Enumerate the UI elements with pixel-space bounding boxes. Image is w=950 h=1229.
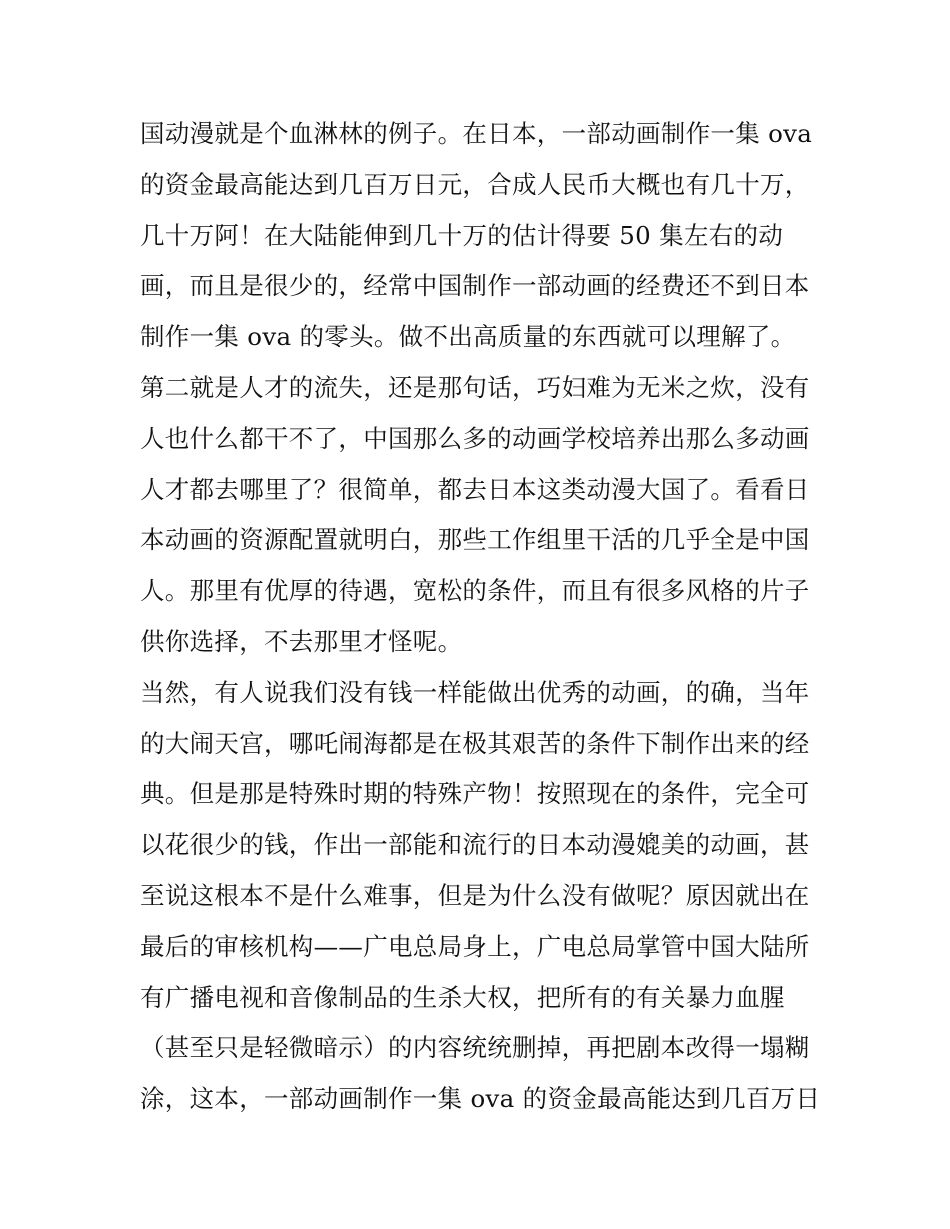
text-line-16: 至说这根本不是什么难事，但是为什么没有做呢？原因就出在	[140, 880, 810, 910]
text-line-2: 的资金最高能达到几百万日元，合成人民币大概也有几十万，	[140, 169, 810, 199]
text-line-18: 有广播电视和音像制品的生杀大权，把所有的有关暴力血腥	[140, 982, 785, 1012]
text-line-12: 当然，有人说我们没有钱一样能做出优秀的动画，的确，当年	[140, 677, 810, 707]
text-line-1: 国动漫就是个血淋林的例子。在日本，一部动画制作一集 ova	[140, 119, 813, 148]
text-line-6: 第二就是人才的流失，还是那句话，巧妇难为无米之炊，没有	[140, 372, 810, 402]
text-line-5: 制作一集 ova 的零头。做不出高质量的东西就可以理解了。	[140, 322, 796, 352]
text-line-14: 典。但是那是特殊时期的特殊产物！按照现在的条件，完全可	[140, 779, 810, 809]
body-text	[140, 109, 820, 1125]
text-line-15: 以花很少的钱，作出一部能和流行的日本动漫媲美的动画，甚	[140, 830, 810, 860]
text-line-7: 人也什么都干不了，中国那么多的动画学校培养出那么多动画	[140, 423, 810, 453]
text-line-17: 最后的审核机构——广电总局身上，广电总局掌管中国大陆所	[140, 931, 810, 961]
text-line-10: 人。那里有优厚的待遇，宽松的条件，而且有很多风格的片子	[140, 576, 810, 606]
text-line-9: 本动画的资源配置就明白，那些工作组里干活的几乎全是中国	[140, 525, 810, 555]
text-line-20: 涂，这本，一部动画制作一集 ova 的资金最高能达到几百万日	[140, 1084, 821, 1114]
text-line-3: 几十万阿！在大陆能伸到几十万的估计得要 50 集左右的动	[140, 220, 784, 250]
text-line-8: 人才都去哪里了？很简单，都去日本这类动漫大国了。看看日	[140, 474, 810, 504]
text-line-13: 的大闹天宫，哪吒闹海都是在极其艰苦的条件下制作出来的经	[140, 728, 810, 758]
text-line-4: 画，而且是很少的，经常中国制作一部动画的经费还不到日本	[140, 271, 810, 301]
text-line-19: （甚至只是轻微暗示）的内容统统删掉，再把剧本改得一塌糊	[140, 1033, 810, 1063]
text-line-11: 供你选择，不去那里才怪呢。	[140, 626, 463, 656]
